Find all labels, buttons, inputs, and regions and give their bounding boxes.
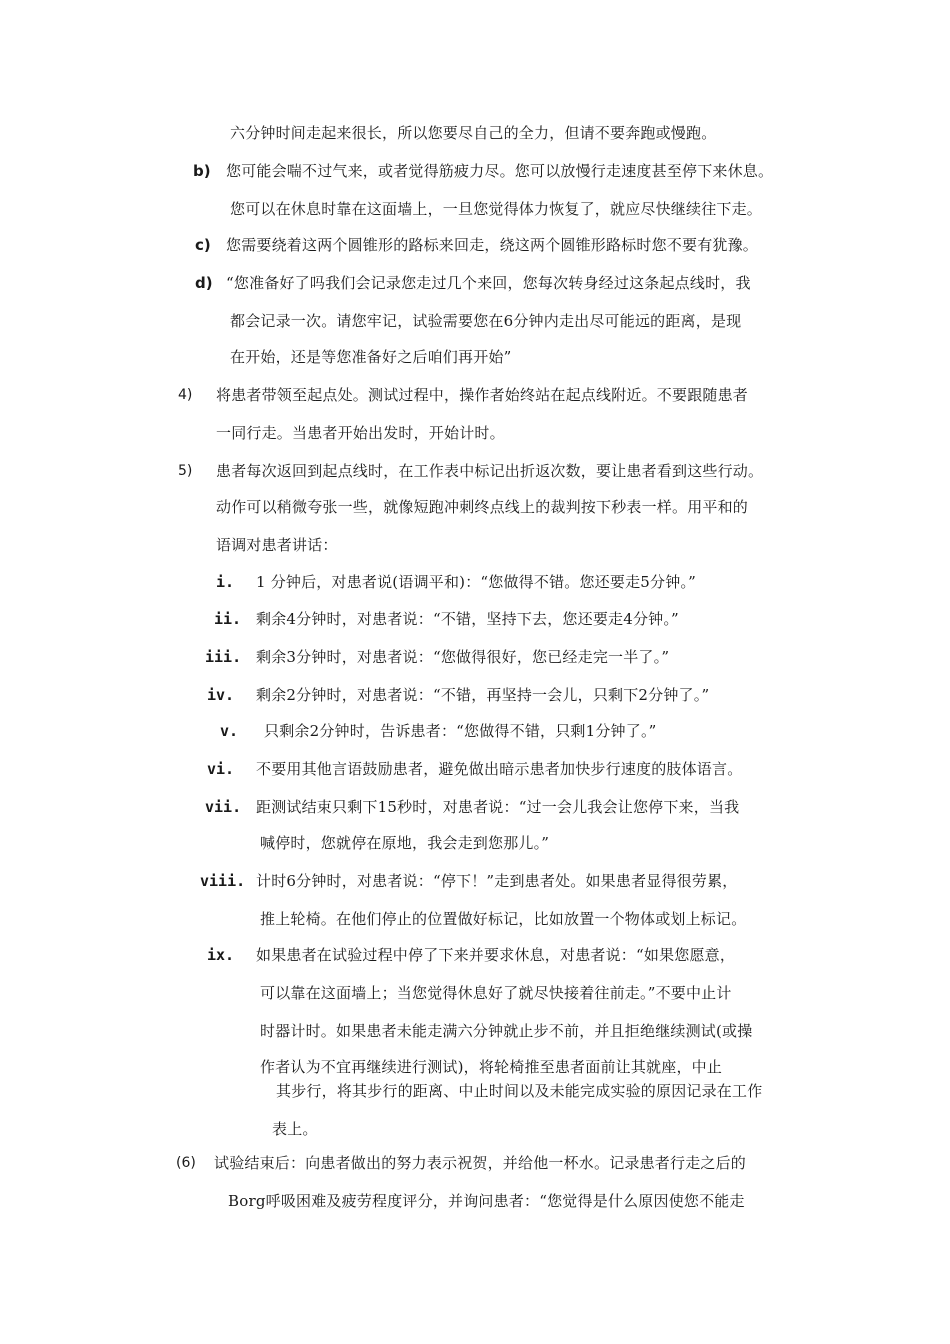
roman-v-line-1: 只剩余2分钟时，告诉患者：“您做得不错，只剩1分钟了。” [264,722,657,740]
roman-marker-vii: vii. [205,798,242,816]
step-marker-6: (6) [176,1155,196,1171]
item-c-line-1: 您需要绕着这两个圆锥形的路标来回走，绕这两个圆锥形路标时您不要有犹豫。 [226,236,759,254]
roman-i-line-1: 1 分钟后，对患者说(语调平和)：“您做得不错。您还要走5分钟。” [256,573,696,591]
roman-marker-ix: ix. [207,946,235,964]
list-marker-d: d) [195,274,213,292]
roman-viii-line-1: 计时6分钟时，对患者说：“停下！”走到患者处。如果患者显得很劳累， [256,872,738,890]
roman-vi-line-1: 不要用其他言语鼓励患者，避免做出暗示患者加快步行速度的肢体语言。 [256,760,743,778]
roman-marker-iii: iii. [205,648,242,666]
item-b-line-2: 您可以在休息时靠在这面墙上，一旦您觉得体力恢复了，就应尽快继续往下走。 [230,200,763,218]
step-6-line-2: Borg呼吸困难及疲劳程度评分，并询问患者：“您觉得是什么原因使您不能走 [228,1192,745,1210]
roman-marker-viii: viii. [200,872,246,890]
roman-marker-i: i. [216,573,235,591]
roman-iv-line-1: 剩余2分钟时，对患者说：“不错，再坚持一会儿，只剩下2分钟了。” [256,686,710,704]
item-b-line-1: 您可能会喘不过气来，或者觉得筋疲力尽。您可以放慢行走速度甚至停下来休息。 [226,162,774,180]
roman-ix-line-3: 时器计时。如果患者未能走满六分钟就止步不前，并且拒绝继续测试(或操 [260,1022,753,1040]
roman-ix-line-2: 可以靠在这面墙上；当您觉得休息好了就尽快接着往前走。”不要中止计 [260,984,732,1002]
step-5-line-3: 语调对患者讲话： [216,536,338,554]
roman-ix-line-5: 其步行，将其步行的距离、中止时间以及未能完成实验的原因记录在工作 [276,1082,763,1100]
roman-marker-vi: vi. [207,760,235,778]
item-d-line-3: 在开始，还是等您准备好之后咱们再开始” [230,348,512,366]
step-5-line-1: 患者每次返回到起点线时，在工作表中标记出折返次数，要让患者看到这些行动。 [216,462,764,480]
step-marker-4: 4) [178,387,193,403]
roman-ix-line-6: 表上。 [272,1120,318,1138]
list-marker-b: b) [193,162,211,180]
roman-vii-line-1: 距测试结束只剩下15秒时，对患者说：“过一会儿我会让您停下来，当我 [256,798,740,816]
roman-viii-line-2: 推上轮椅。在他们停止的位置做好标记，比如放置一个物体或划上标记。 [260,910,747,928]
step-marker-5: 5) [178,463,193,479]
roman-marker-v: v. [220,722,239,740]
roman-ix-line-4: 作者认为不宜再继续进行测试)，将轮椅推至患者面前让其就座，中止 [260,1058,723,1076]
roman-ii-line-1: 剩余4分钟时，对患者说：“不错，坚持下去，您还要走4分钟。” [256,610,679,628]
list-marker-c: c) [195,236,211,254]
roman-ix-line-1: 如果患者在试验过程中停了下来并要求休息，对患者说：“如果您愿意， [256,946,736,964]
item-d-line-1: “您准备好了吗我们会记录您走过几个来回，您每次转身经过这条起点线时，我 [226,274,751,292]
intro-line: 六分钟时间走起来很长，所以您要尽自己的全力，但请不要奔跑或慢跑。 [230,124,717,142]
roman-marker-iv: iv. [207,686,235,704]
roman-marker-ii: ii. [214,610,242,628]
step-6-line-1: 试验结束后：向患者做出的努力表示祝贺，并给他一杯水。记录患者行走之后的 [214,1154,747,1172]
item-d-line-2: 都会记录一次。请您牢记，试验需要您在6分钟内走出尽可能远的距离，是现 [230,312,742,330]
roman-iii-line-1: 剩余3分钟时，对患者说：“您做得很好，您已经走完一半了。” [256,648,670,666]
roman-vii-line-2: 喊停时，您就停在原地，我会走到您那儿。” [260,834,550,852]
step-4-line-1: 将患者带领至起点处。测试过程中，操作者始终站在起点线附近。不要跟随患者 [216,386,749,404]
step-4-line-2: 一同行走。当患者开始出发时，开始计时。 [216,424,505,442]
step-5-line-2: 动作可以稍微夸张一些，就像短跑冲刺终点线上的裁判按下秒表一样。用平和的 [216,498,749,516]
